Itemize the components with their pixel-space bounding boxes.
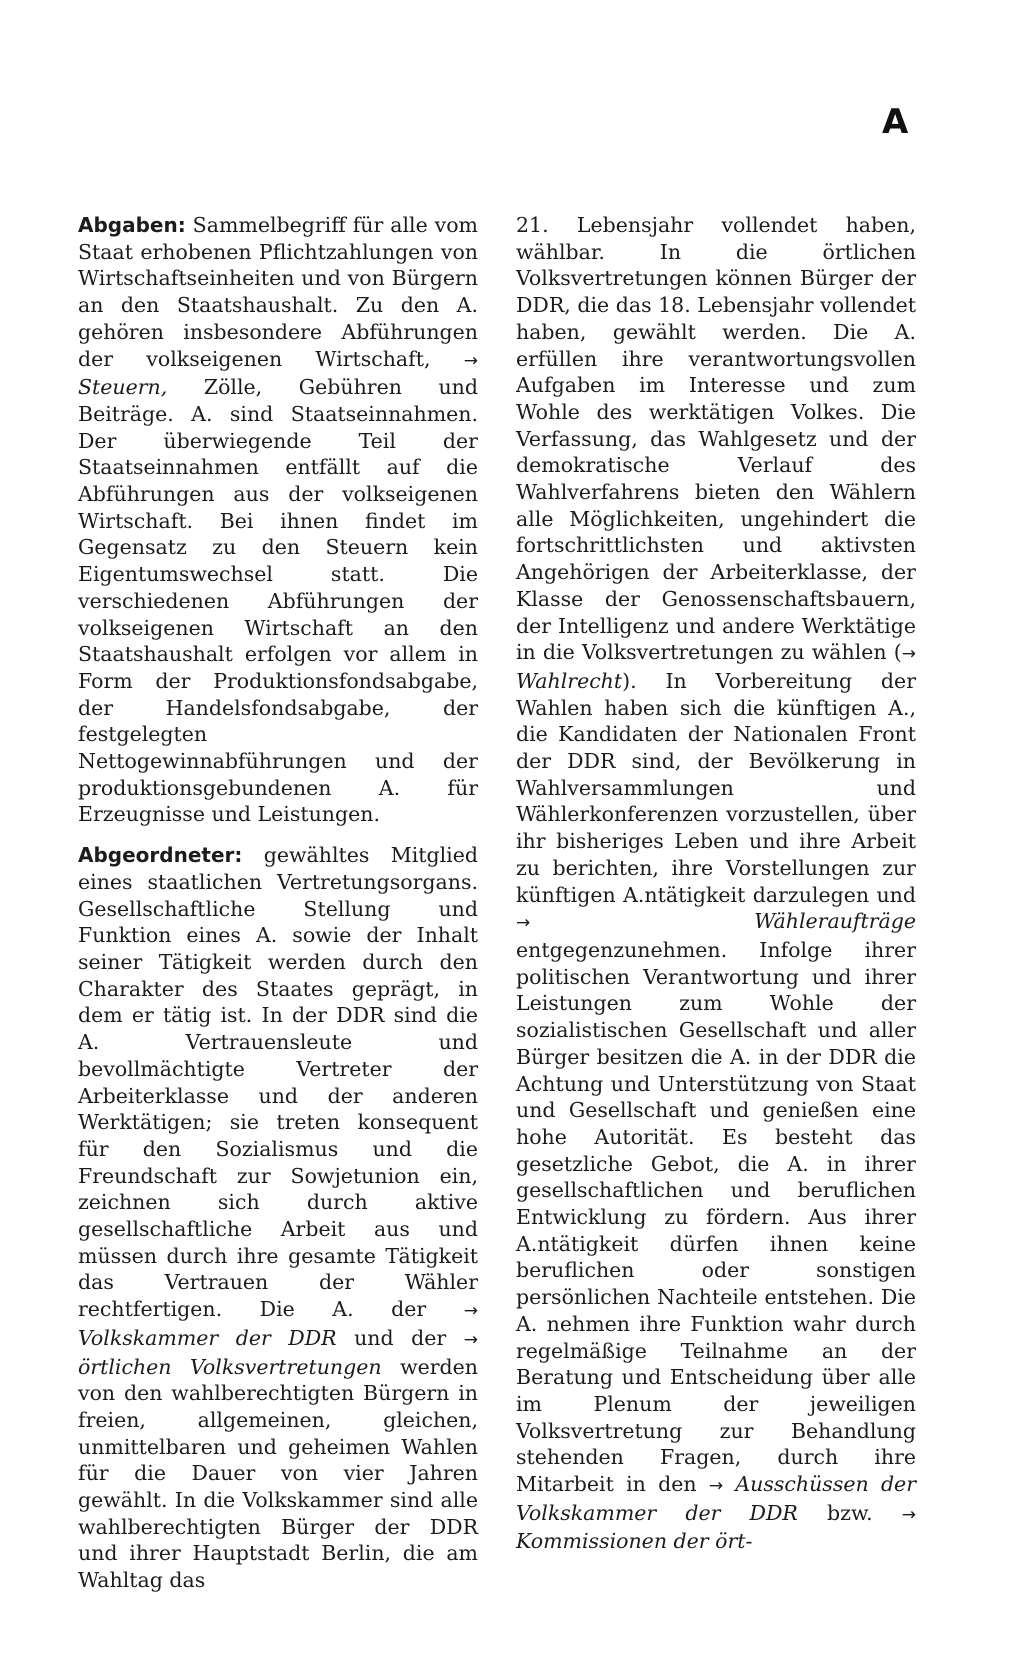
entry-text: Sammelbegriff für alle vom Staat erhobenen Pflichtzahlungen von Wirtschaftseinheiten und von Bürgern an den Staatshaushalt. Zu den A. gehören insbesondere Abführungen der volkseigenen Wirtschaft, — [78, 213, 478, 371]
cross-reference-link[interactable]: Wahlrecht — [516, 668, 623, 693]
cross-reference-arrow-icon: → — [516, 913, 531, 934]
cross-reference-link[interactable]: Ausschüssen der Volkskammer der DDR — [516, 1472, 916, 1525]
cross-reference-arrow-icon: → — [463, 1301, 478, 1322]
cross-reference-link[interactable]: Steuern, — [78, 375, 168, 400]
entry-text: und der — [354, 1325, 447, 1350]
cross-reference-link[interactable]: Wähleraufträge — [754, 909, 916, 934]
entry-text: 21. Lebensjahr vollendet haben, wählbar. In die örtlichen Volksvertretungen können Bürger der DDR, die das 18. Lebensjahr vollendet haben, gewählt werden. Die A. erfüllen ihre verantwortungsvollen Aufgaben im Interesse und zum Wohle des werktätigen Volkes. Die Verfassung, das Wahlgesetz und der demokratische Verlauf des Wahlverfahrens bieten den Wählern alle Möglichkeiten, ungehindert die fortschrittlichsten und aktivsten Angehörigen der Arbeiterklasse, der Klasse der Genossenschaftsbauern, der Intelligenz und andere Werktätige in die Volksvertretungen zu wählen ( — [516, 213, 916, 665]
entry-text: entgegenzunehmen. Infolge ihrer politischen Verantwortung und ihrer Leistungen zum Wohle der sozialistischen Gesellschaft und aller Bürger besitzen die A. in der DDR die Achtung und Unterstützung von Staat und Gesellschaft und genießen eine hohe Autorität. Es besteht das gesetzliche Gebot, die A. in ihrer gesellschaftlichen und beruflichen Entwicklung zu fördern. Aus ihrer A.ntätigkeit dürfen ihnen keine beruflichen oder sonstigen persönlichen Nachteile entstehen. Die A. nehmen ihre Funktion wahr durch regelmäßige Teilnahme an der Beratung und Entscheidung über alle im Plenum der jeweiligen Volksvertretung zur Behandlung stehenden Fragen, durch ihre Mitarbeit in den — [516, 937, 916, 1497]
cross-reference-arrow-icon: → — [463, 350, 478, 371]
cross-reference-arrow-icon: → — [463, 1329, 478, 1350]
entry-text: werden von den wahlberechtigten Bürgern in freien, allgemeinen, gleichen, unmittelbaren und geheimen Wahlen für die Dauer von vier Jahren gewählt. In die Volkskammer sind alle wahlberechtigten Bürger der DDR und ihrer Hauptstadt Berlin, die am Wahltag das — [78, 1354, 478, 1593]
entry-abgaben — [78, 212, 478, 828]
entry-headword: Abgeordneter: — [78, 843, 243, 868]
left-column — [78, 212, 478, 1594]
entry-text: bzw. — [827, 1500, 873, 1525]
entry-text: gewähltes Mitglied eines staatlichen Vertretungsorgans. Gesellschaftliche Stellung und Funktion eines A. sowie der Inhalt seiner Tätigkeit werden durch den Charakter des Staates geprägt, in dem er tätig ist. In der DDR sind die A. Vertrauensleute und bevollmächtigte Vertreter der Arbeiterklasse und der anderen Werktätigen; sie treten konsequent für den Sozialismus und die Freundschaft zur Sowjetunion ein, zeichnen sich durch aktive gesellschaftliche Arbeit aus und müssen durch ihre gesamte Tätigkeit das Vertrauen der Wähler rechtfertigen. Die A. der — [78, 843, 478, 1322]
cross-reference-arrow-icon: → — [708, 1476, 724, 1497]
right-column — [516, 212, 916, 1555]
cross-reference-link[interactable]: Kommissionen der ört- — [516, 1529, 753, 1554]
cross-reference-arrow-icon: → — [901, 644, 916, 665]
entry-abgeordneter — [78, 842, 478, 1594]
entry-text: ). In Vorbereitung der Wahlen haben sich die künftigen A., die Kandidaten der Nationalen Front der DDR sind, der Bevölkerung in Wahlversammlungen und Wählerkonferenzen vorzustellen, über ihr bisheriges Leben und ihre Arbeit zu berichten, ihre Vorstellungen zur künftigen A.ntätigkeit darzulegen und — [516, 668, 916, 907]
cross-reference-link[interactable]: Volkskammer der DDR — [78, 1325, 337, 1350]
cross-reference-arrow-icon: → — [901, 1504, 916, 1525]
section-letter: A — [882, 102, 909, 142]
entry-abgeordneter-continued — [516, 212, 916, 1555]
cross-reference-link[interactable]: örtlichen Volksvertretungen — [78, 1354, 382, 1379]
entry-text: Zölle, Gebühren und Beiträge. A. sind Staatseinnahmen. Der überwiegende Teil der Staatseinnahmen entfällt auf die Abführungen aus der volkseigenen Wirtschaft. Bei ihnen findet im Gegensatz zu den Steuern kein Eigentumswechsel statt. Die verschiedenen Abführungen der volkseigenen Wirtschaft an den Staatshaushalt erfolgen vor allem in Form der Produktionsfondsabgabe, der Handelsfondsabgabe, der festgelegten Nettogewinnabführungen und der produktionsgebundenen A. für Erzeugnisse und Leistungen. — [78, 375, 478, 827]
entry-headword: Abgaben: — [78, 213, 186, 237]
